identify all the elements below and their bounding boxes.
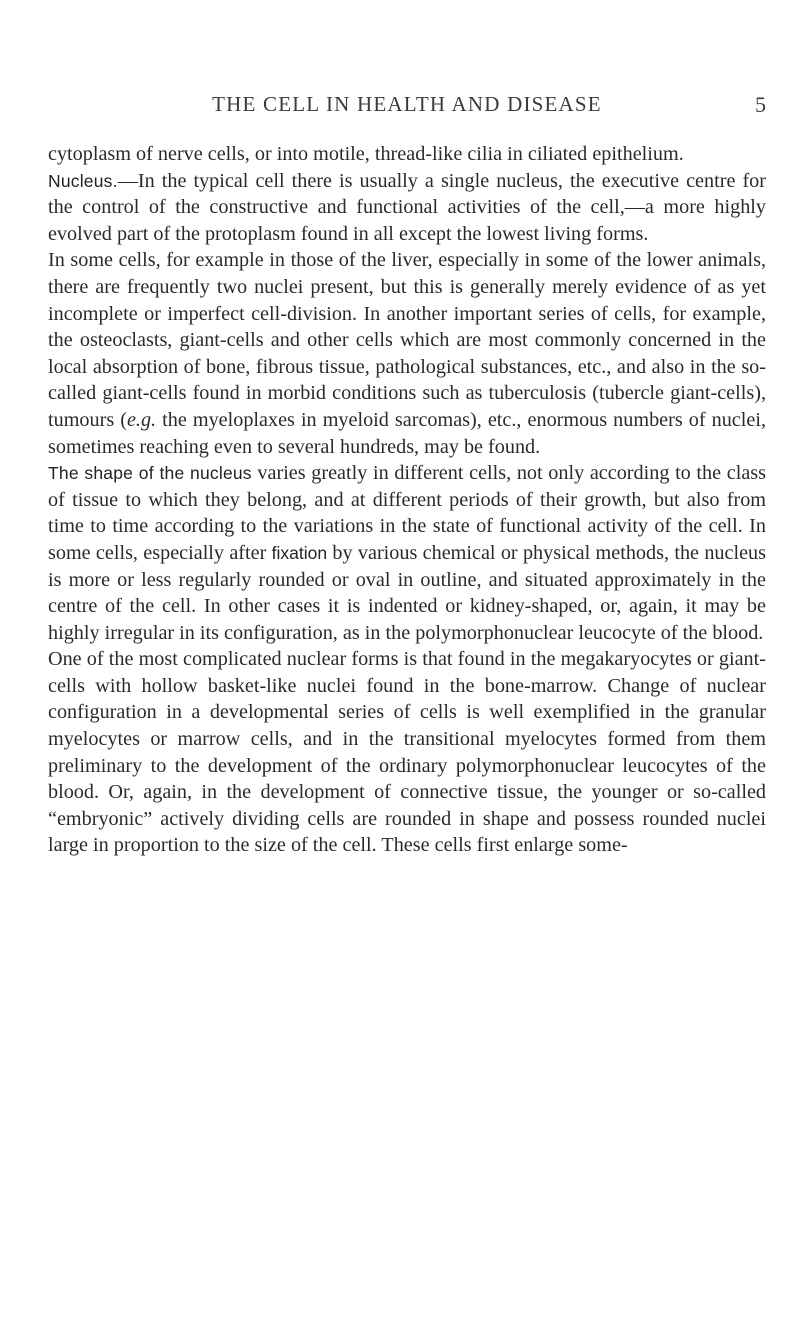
paragraph-complicated-forms <box>48 646 766 859</box>
paragraph-nucleus-shape <box>48 460 766 646</box>
body-text <box>48 141 766 859</box>
italic-abbreviation: e.g. <box>126 408 157 431</box>
paragraph-text: In some cells, for example in those of the liver, especially in some of the lower animals, there are frequently two nuclei present, but this is generally merely evidence of as yet incomplete or imperfect cell-division. In another important series of cells, for example, the osteoclasts, giant-cells and other cells which are most commonly concerned in the local absorption of bone, fibrous tissue, pathological substances, etc., and also in the so-called giant-cells found in morbid conditions such as tuberculosis (tubercle giant-cells), tumours ( <box>48 249 766 431</box>
paragraph-text: varies greatly in different cells, not only according to the class of tissue to which they belong, and at different periods of their growth, but also from time to time according to the variations in the state of functional activity of the cell. In some cells, especially after <box>48 462 766 564</box>
paragraph-nucleus <box>48 168 766 248</box>
paragraph-lead: The shape of the nucleus <box>48 463 252 484</box>
paragraph-text: One of the most complicated nuclear forms is that found in the megakaryocytes or giant-cells with hollow basket-like nuclei found in the bone-marrow. Change of nuclear configuration in a developmental series of cells is well exemplified in the granular myelocytes or marrow cells, and in the transitional myelocytes formed from them preliminary to the development of the ordinary polymorphonuclear leucocytes of the blood. Or, again, in the development of connective tissue, the younger or so-called “embryonic” actively dividing cells are rounded in shape and possess rounded nuclei large in proportion to the size of the cell. These cells first enlarge some- <box>48 648 766 857</box>
page-number: 5 <box>755 92 766 117</box>
paragraph-text: cytoplasm of nerve cells, or into motile, thread-like cilia in ciliated epithelium. <box>48 143 684 165</box>
paragraph-text: —In the typical cell there is usually a single nucleus, the executive centre for the control of the constructive and functional activities of the cell,—a more highly evolved part of the protoplasm found in all except the lowest living forms. <box>48 169 766 245</box>
paragraph-text: the myeloplaxes in myeloid sarcomas), etc., enormous numbers of nuclei, sometimes reaching even to several hundreds, may be found. <box>48 408 766 458</box>
paragraph-text: by various chemical or physical methods, the nucleus is more or less regularly rounded or oval in outline, and situated approximately in the centre of the cell. In other cases it is indented or kidney-shaped, or, again, it may be highly irregular in its configuration, as in the polymorphonuclear leucocyte of the blood. <box>48 541 766 644</box>
paragraph-1 <box>48 141 766 168</box>
running-head <box>48 92 766 120</box>
running-title: THE CELL IN HEALTH AND DISEASE <box>212 92 602 116</box>
paragraph-lead: Nucleus. <box>48 170 118 191</box>
book-page <box>48 0 766 1341</box>
inline-term: fixation <box>271 542 328 563</box>
paragraph-multiple-nuclei <box>48 247 766 460</box>
